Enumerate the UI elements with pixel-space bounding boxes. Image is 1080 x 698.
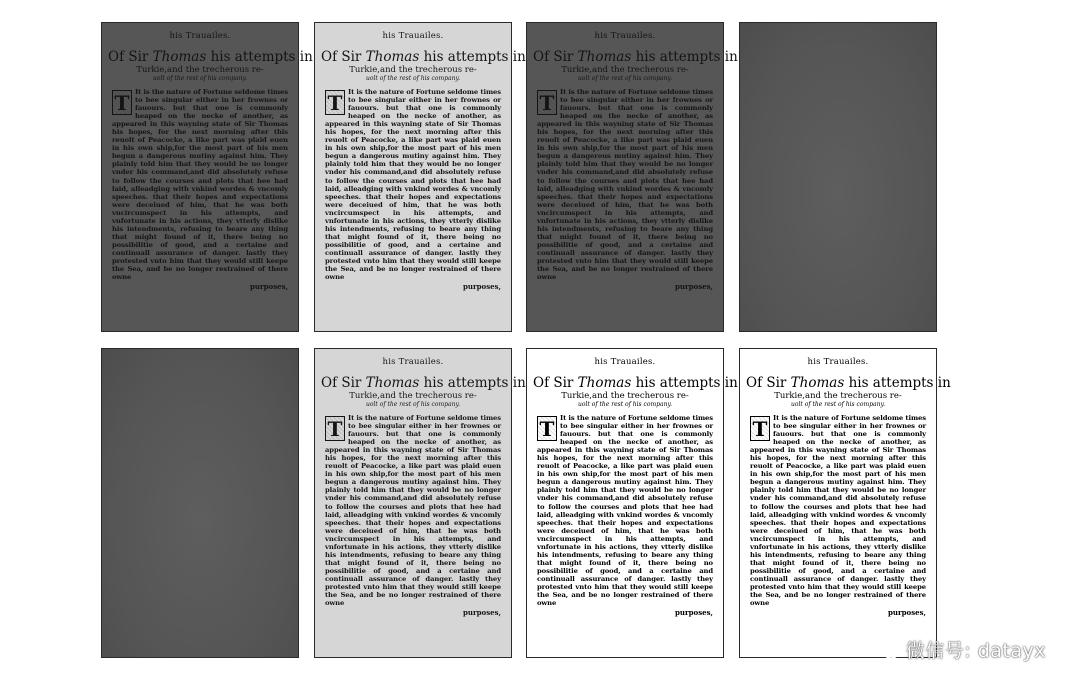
page-title: Of Sir Thomas his attempts in (108, 49, 313, 65)
page-title: Of Sir Thomas his attempts in (533, 375, 738, 391)
watermark (874, 634, 1046, 664)
panel-degraded-copy (526, 22, 738, 332)
closing-word: purposes, (249, 282, 288, 292)
page-header: his Trauailes. (382, 31, 444, 41)
document-page (315, 349, 526, 657)
document-page (527, 349, 738, 657)
page-subtitle: Turkie,and the trecherous re- (774, 391, 902, 401)
body-text: It is the nature of Fortune seldome times to bee singular either in her frownes or fauours. but that one is commonly heaped on the necke of another, as appeared in this wayning state of Sir Thomas his hopes, for the next morning after this reuolt of Peacocke, a like part was plaid euen in his own ship,for the most part of his men begun a dangerous mutiny against him. They plainly told him that they would be no longer vnder his command,and did absolutely refuse to follow the courses and plots that hee had laid, alleadging with vnkind wordes & vncomly speeches. that their hopes and expectations were deceiued of him, that he was both vncircumspect in his attempts, and vnfortunate in his actions, they vtterly dislike his intendments, refusing to beare any thing that might found of it, there being no possibilitie of good, and a certaine and continuall assurance of danger. lastly they protested vnto him that they would still keepe the Sea, and be no longer restrained of there owne (325, 414, 501, 608)
dropcap: T (112, 90, 132, 115)
page-subnote: uolt of the rest of his company. (153, 75, 247, 82)
document-page (315, 23, 526, 331)
page-subnote: uolt of the rest of his company. (578, 401, 672, 408)
document-page (527, 23, 738, 331)
page-header: his Trauailes. (169, 31, 231, 41)
page-header: his Trauailes. (594, 357, 656, 367)
panel-original-degraded (101, 22, 313, 332)
page-subtitle: Turkie,and the trecherous re- (136, 65, 264, 75)
page-subnote: uolt of the rest of his company. (791, 401, 885, 408)
page-title: Of Sir Thomas his attempts in (533, 49, 738, 65)
closing-word: purposes, (674, 608, 713, 618)
body-text: It is the nature of Fortune seldome times to bee singular either in her frownes or fauours. but that one is commonly heaped on the necke of another, as appeared in this wayning state of Sir Thomas his hopes, for the next morning after this reuolt of Peacocke, a like part was plaid euen in his own ship,for the most part of his men begun a dangerous mutiny against him. They plainly told him that they would be no longer vnder his command,and did absolutely refuse to follow the courses and plots that hee had laid, alleadging with vnkind wordes & vncomly speeches. that their hopes and expectations were deceiued of him, that he was both vncircumspect in his attempts, and vnfortunate in his actions, they vtterly dislike his intendments, refusing to beare any thing that might found of it, there being no possibilitie of good, and a certaine and continuall assurance of danger. lastly they protested vnto him that they would still keepe the Sea, and be no longer restrained of there owne (537, 414, 713, 608)
panel-binarized-final (739, 348, 951, 658)
page-header: his Trauailes. (807, 357, 869, 367)
page-title: Of Sir Thomas his attempts in (321, 375, 526, 391)
watermark-text: 微信号: datayx (905, 639, 1046, 662)
panel-background-estimate (739, 22, 937, 332)
dropcap: T (537, 90, 557, 115)
page-header: his Trauailes. (594, 31, 656, 41)
dropcap: T (325, 90, 345, 115)
body-text: It is the nature of Fortune seldome times to bee singular either in her frownes or fauours. but that one is commonly heaped on the necke of another, as appeared in this wayning state of Sir Thomas his hopes, for the next morning after this reuolt of Peacocke, a like part was plaid euen in his own ship,for the most part of his men begun a dangerous mutiny against him. They plainly told him that they would be no longer vnder his command,and did absolutely refuse to follow the courses and plots that hee had laid, alleadging with vnkind wordes & vncomly speeches. that their hopes and expectations were deceiued of him, that he was both vncircumspect in his attempts, and vnfortunate in his actions, they vtterly dislike his intendments, refusing to beare any thing that might found of it, there being no possibilitie of good, and a certaine and continuall assurance of danger. lastly they protested vnto him that they would still keepe the Sea, and be no longer restrained of there owne (112, 88, 288, 282)
dropcap: T (325, 416, 345, 441)
closing-word: purposes, (462, 608, 501, 618)
document-page (102, 23, 313, 331)
dropcap: T (537, 416, 557, 441)
panel-binarized (526, 348, 738, 658)
page-subtitle: Turkie,and the trecherous re- (561, 391, 689, 401)
panel-enhanced-gray (314, 22, 526, 332)
body-text: It is the nature of Fortune seldome times to bee singular either in her frownes or fauours. but that one is commonly heaped on the necke of another, as appeared in this wayning state of Sir Thomas his hopes, for the next morning after this reuolt of Peacocke, a like part was plaid euen in his own ship,for the most part of his men begun a dangerous mutiny against him. They plainly told him that they would be no longer vnder his command,and did absolutely refuse to follow the courses and plots that hee had laid, alleadging with vnkind wordes & vncomly speeches. that their hopes and expectations were deceiued of him, that he was both vncircumspect in his attempts, and vnfortunate in his actions, they vtterly dislike his intendments, refusing to beare any thing that might found of it, there being no possibilitie of good, and a certaine and continuall assurance of danger. lastly they protested vnto him that they would still keepe the Sea, and be no longer restrained of there owne (325, 88, 501, 282)
page-subnote: uolt of the rest of his company. (366, 401, 460, 408)
page-header: his Trauailes. (382, 357, 444, 367)
document-page (740, 349, 951, 657)
closing-word: purposes, (462, 282, 501, 292)
panel-illumination-map (101, 348, 299, 658)
panel-normalized-gray (314, 348, 526, 658)
page-title: Of Sir Thomas his attempts in (321, 49, 526, 65)
page-title: Of Sir Thomas his attempts in (746, 375, 951, 391)
body-text: It is the nature of Fortune seldome times to bee singular either in her frownes or fauours. but that one is commonly heaped on the necke of another, as appeared in this wayning state of Sir Thomas his hopes, for the next morning after this reuolt of Peacocke, a like part was plaid euen in his own ship,for the most part of his men begun a dangerous mutiny against him. They plainly told him that they would be no longer vnder his command,and did absolutely refuse to follow the courses and plots that hee had laid, alleadging with vnkind wordes & vncomly speeches. that their hopes and expectations were deceiued of him, that he was both vncircumspect in his attempts, and vnfortunate in his actions, they vtterly dislike his intendments, refusing to beare any thing that might found of it, there being no possibilitie of good, and a certaine and continuall assurance of danger. lastly they protested vnto him that they would still keepe the Sea, and be no longer restrained of there owne (750, 414, 926, 608)
body-text: It is the nature of Fortune seldome times to bee singular either in her frownes or fauours. but that one is commonly heaped on the necke of another, as appeared in this wayning state of Sir Thomas his hopes, for the next morning after this reuolt of Peacocke, a like part was plaid euen in his own ship,for the most part of his men begun a dangerous mutiny against him. They plainly told him that they would be no longer vnder his command,and did absolutely refuse to follow the courses and plots that hee had laid, alleadging with vnkind wordes & vncomly speeches. that their hopes and expectations were deceiued of him, that he was both vncircumspect in his attempts, and vnfortunate in his actions, they vtterly dislike his intendments, refusing to beare any thing that might found of it, there being no possibilitie of good, and a certaine and continuall assurance of danger. lastly they protested vnto him that they would still keepe the Sea, and be no longer restrained of there owne (537, 88, 713, 282)
page-subnote: uolt of the rest of his company. (366, 75, 460, 82)
page-subnote: uolt of the rest of his company. (578, 75, 672, 82)
closing-word: purposes, (674, 282, 713, 292)
dropcap: T (750, 416, 770, 441)
page-subtitle: Turkie,and the trecherous re- (349, 65, 477, 75)
page-subtitle: Turkie,and the trecherous re- (349, 391, 477, 401)
page-subtitle: Turkie,and the trecherous re- (561, 65, 689, 75)
wechat-icon (874, 638, 900, 660)
closing-word: purposes, (887, 608, 926, 618)
